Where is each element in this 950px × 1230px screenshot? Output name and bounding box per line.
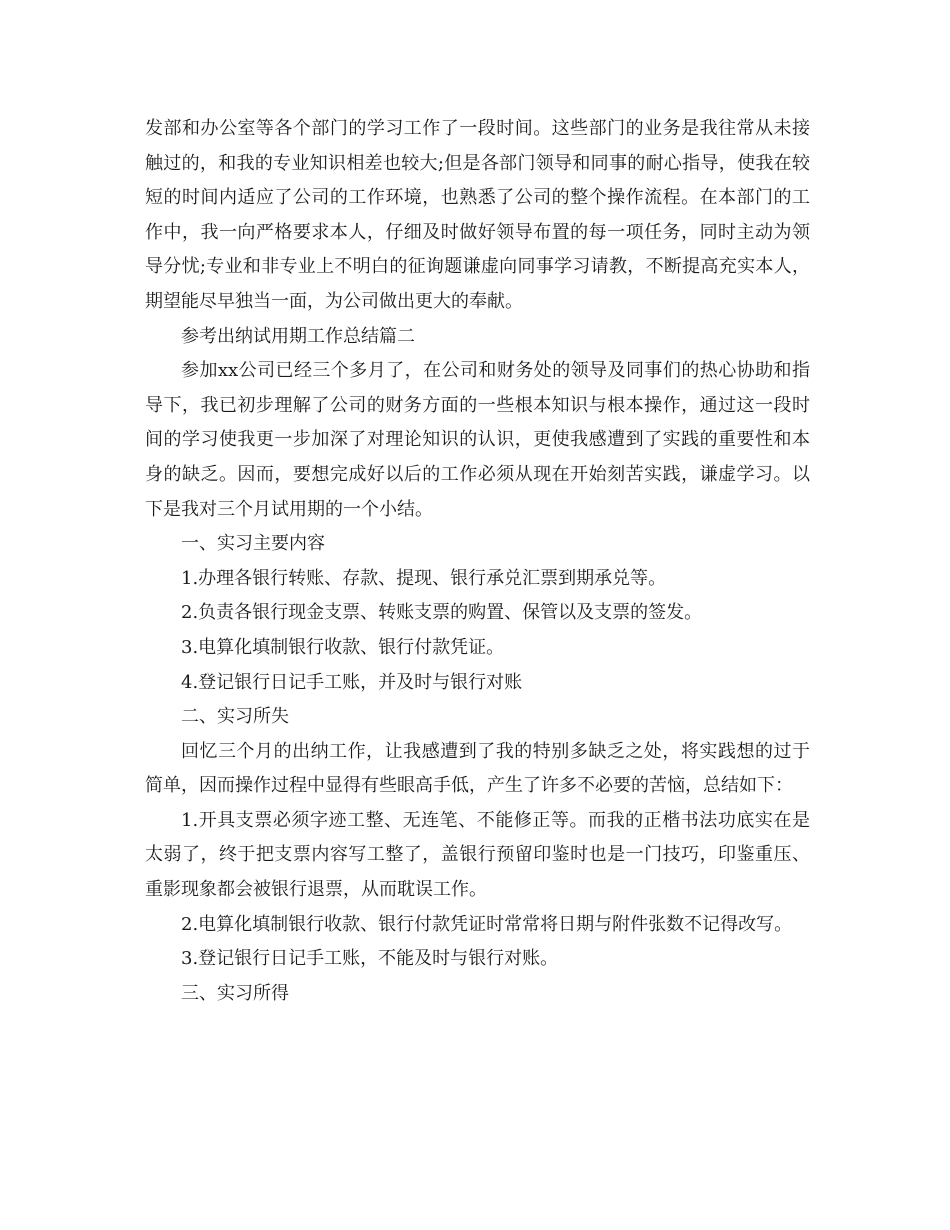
paragraph-intro: 参加xx公司已经三个多月了，在公司和财务处的领导及同事们的热心协助和指导下，我已初步理解了公司的财务方面的一些根本知识与根本操作，通过这一段时间的学习使我更一步加深了对理论知识的认识，更使我感遭到了实践的重要性和本身的缺乏。因而，要想完成好以后的工作必须从现在开始刻苦实践，谦虚学习。以下是我对三个月试用期的一个小结。 — [145, 360, 810, 520]
subheading-losses: 二、实习所失 — [181, 706, 289, 728]
list-item: 1.开具支票必须字迹工整、无连笔、不能修正等。而我的正楷书法功底实在是太弱了，终于把支票内容写工整了，盖银行预留印鉴时也是一门技巧，印鉴重压、重影现象都会被银行退票，从而耽误工作。 — [145, 809, 810, 901]
list-item: 2.电算化填制银行收款、银行付款凭证时常常将日期与附件张数不记得改写。 — [181, 913, 793, 935]
subheading-gains: 三、实习所得 — [181, 982, 289, 1004]
list-item: 3.登记银行日记手工账，不能及时与银行对账。 — [181, 948, 559, 970]
list-item: 3.电算化填制银行收款、银行付款凭证。 — [181, 636, 505, 658]
list-item: 2.负责各银行现金支票、转账支票的购置、保管以及支票的签发。 — [181, 602, 703, 624]
paragraph-reflection: 回忆三个月的出纳工作，让我感遭到了我的特别多缺乏之处，将实践想的过于简单，因而操作过程中显得有些眼高手低，产生了许多不必要的苦恼，总结如下： — [145, 740, 810, 797]
section-heading: 参考出纳试用期工作总结篇二 — [181, 325, 415, 347]
subheading-main-content: 一、实习主要内容 — [181, 533, 325, 555]
paragraph-continuation: 发部和办公室等各个部门的学习工作了一段时间。这些部门的业务是我往常从未接触过的，和我的专业知识相差也较大;但是各部门领导和同事的耐心指导，使我在较短的时间内适应了公司的工作环境，也熟悉了公司的整个操作流程。在本部门的工作中，我一向严格要求本人，仔细及时做好领导布置的每一项任务，同时主动为领导分忧;专业和非专业上不明白的征询题谦虚向同事学习请教，不断提高充实本人，期望能尽早独当一面，为公司做出更大的奉献。 — [145, 118, 810, 312]
list-item: 1.办理各银行转账、存款、提现、银行承兑汇票到期承兑等。 — [181, 567, 667, 589]
document-body — [145, 112, 810, 1011]
list-item: 4.登记银行日记手工账，并及时与银行对账 — [181, 671, 523, 693]
